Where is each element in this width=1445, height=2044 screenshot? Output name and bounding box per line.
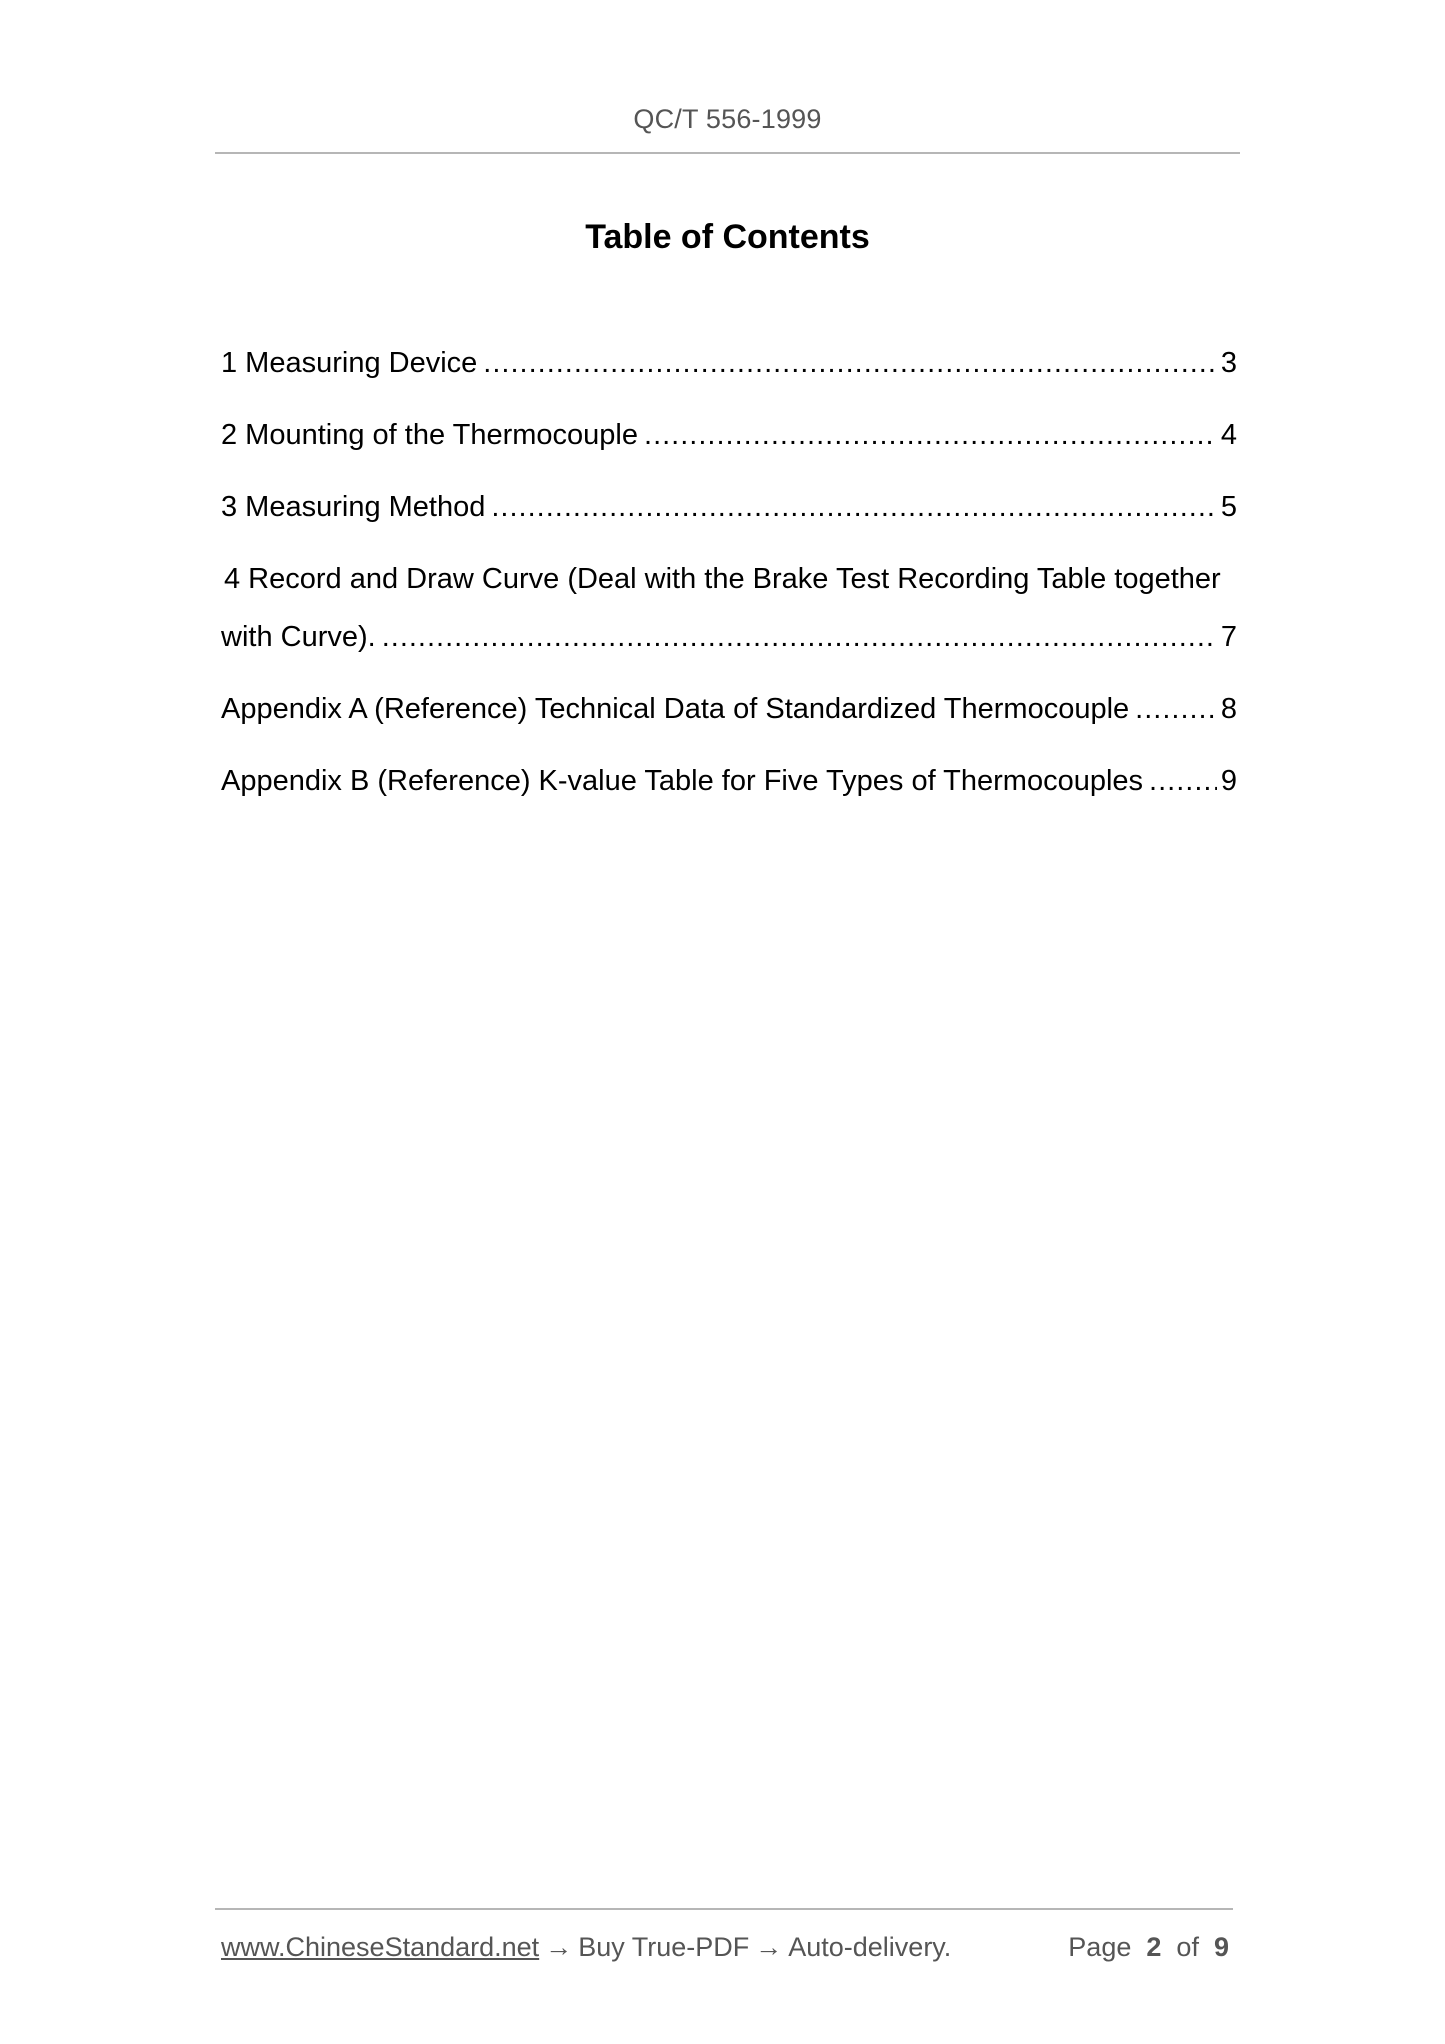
buy-text: Buy True-PDF [578, 1932, 750, 1962]
dot-leader [382, 608, 1217, 666]
toc-entry-label: with Curve). [221, 621, 376, 653]
toc-entry-label: Appendix A (Reference) Technical Data of Standardized Thermocouple [221, 693, 1130, 725]
toc-entry-label: 3 Measuring Method [221, 491, 486, 523]
toc-entry-measuring-device[interactable] [221, 334, 1237, 392]
toc-entry-label: Appendix B (Reference) K-value Table for Five Types of Thermocouples [221, 765, 1144, 797]
page-footer [215, 1908, 1233, 1970]
current-page-number: 2 [1146, 1932, 1162, 1962]
toc-entry-page: 9 [1220, 765, 1237, 797]
toc-entry-label: 2 Mounting of the Thermocouple [221, 419, 639, 451]
toc-entry-appendix-b[interactable] [221, 752, 1237, 810]
dot-leader [491, 478, 1216, 536]
document-id: QC/T 556-1999 [633, 104, 822, 134]
toc-title: Table of Contents [585, 218, 870, 256]
of-word: of [1176, 1932, 1199, 1962]
toc-entry-label: 1 Measuring Device [221, 347, 478, 379]
page-header [215, 98, 1240, 154]
toc-entry-measuring-method[interactable] [221, 478, 1237, 536]
dot-leader [1149, 752, 1217, 810]
toc-entry-record-draw-curve[interactable] [221, 550, 1237, 666]
toc-entry-page: 4 [1220, 419, 1237, 451]
delivery-text: Auto-delivery. [788, 1932, 952, 1962]
toc-entry-label-line1: 4 Record and Draw Curve (Deal with the Brake Test Recording Table together [224, 563, 1221, 595]
arrow-right-icon: → [545, 1932, 573, 1962]
arrow-right-icon: → [755, 1932, 783, 1962]
page-indicator [1068, 1932, 1229, 1963]
toc-entry-page: 3 [1220, 347, 1237, 379]
toc-entry-mounting-thermocouple[interactable] [221, 406, 1237, 464]
page-word: Page [1068, 1932, 1132, 1962]
total-pages-number: 9 [1213, 1932, 1229, 1962]
dot-leader [1135, 680, 1217, 738]
toc-entry-page: 8 [1220, 693, 1237, 725]
site-link[interactable]: www.ChineseStandard.net [221, 1932, 540, 1962]
table-of-contents [221, 334, 1237, 824]
toc-entry-appendix-a[interactable] [221, 680, 1237, 738]
toc-entry-page: 5 [1220, 491, 1237, 523]
toc-entry-page: 7 [1220, 621, 1237, 653]
footer-promo [221, 1932, 951, 1963]
dot-leader [483, 334, 1217, 392]
dot-leader [644, 406, 1217, 464]
